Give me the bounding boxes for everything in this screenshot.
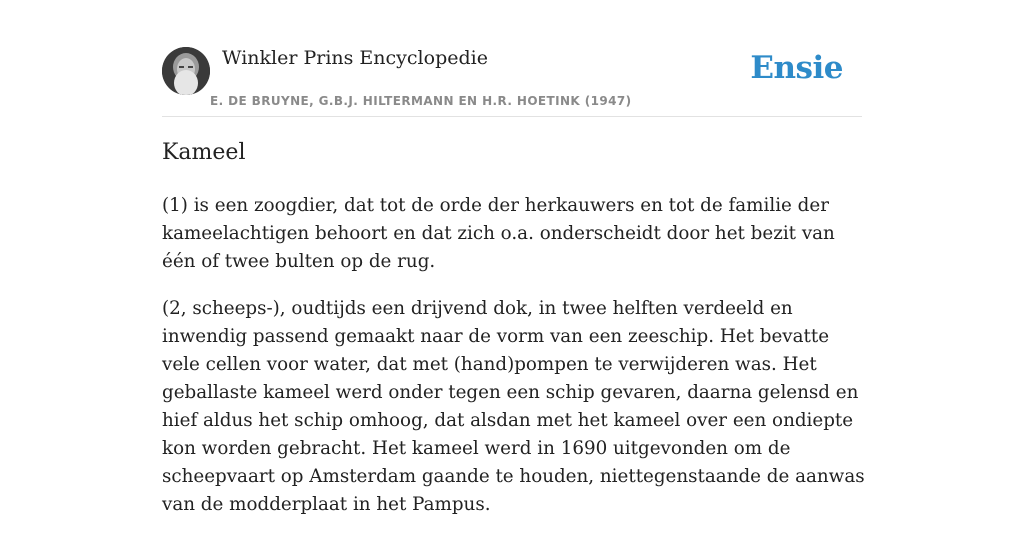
source-header: [162, 44, 862, 117]
source-title[interactable]: Winkler Prins Encyclopedie: [222, 47, 488, 69]
article-title: Kameel: [162, 140, 246, 165]
author-avatar[interactable]: [162, 47, 210, 95]
article-body: [162, 192, 866, 538]
article-paragraph: (1) is een zoogdier, dat tot de orde der herkauwers en tot de familie der kameelachtigen behoort en dat zich o.a. onderscheidt door het bezit van één of twee bulten op de rug.: [162, 195, 835, 272]
brand-logo[interactable]: Ensie: [750, 50, 843, 86]
article-paragraph: (2, scheeps-), oudtijds een drijvend dok, in twee helften verdeeld en inwendig passend gemaakt naar de vorm van een zeeschip. Het bevatte vele cellen voor water, dat met (hand)pompen te verwijderen was. Het geballaste kameel werd onder tegen een schip gevaren, daarna gelensd en hief aldus het schip omhoog, dat alsdan met het kameel over een ondiepte kon worden gebracht. Het kameel werd in 1690 uitgevonden om de scheepvaart op Amsterdam gaande te houden, niettegenstaande de aanwas van de modderplaat in het Pampus.: [162, 298, 865, 515]
portrait-image: [162, 47, 210, 95]
source-authors: E. DE BRUYNE, G.B.J. HILTERMANN EN H.R. HOETINK (1947): [210, 94, 632, 108]
